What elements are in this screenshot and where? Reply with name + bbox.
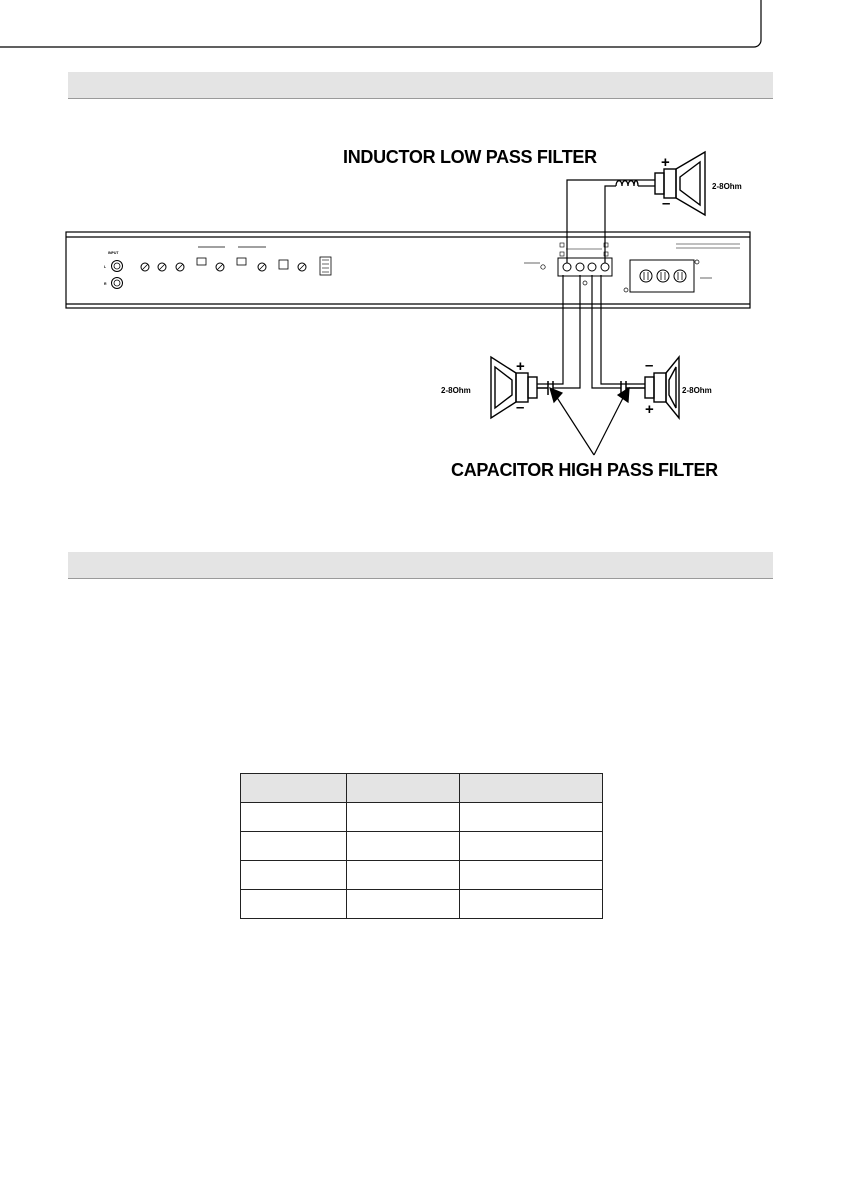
- speaker-top-plus: +: [661, 154, 670, 171]
- table-header-cell: [347, 774, 460, 803]
- table-cell: [241, 803, 347, 832]
- speaker-top-minus: –: [662, 195, 671, 212]
- table-cell: [460, 832, 603, 861]
- speaker-bottom-left-icon: [491, 357, 537, 418]
- table-cell: [460, 890, 603, 919]
- table-row: [241, 861, 603, 890]
- input-l-label: L: [104, 265, 107, 269]
- table-header-cell: [241, 774, 347, 803]
- table-row: [241, 803, 603, 832]
- table-header-row: [241, 774, 603, 803]
- table-cell: [460, 861, 603, 890]
- speaker-top-impedance: 2-8Ohm: [712, 182, 742, 191]
- table-cell: [241, 890, 347, 919]
- table-cell: [241, 861, 347, 890]
- speaker-bottom-left-impedance: 2-8Ohm: [441, 386, 471, 395]
- inductor-low-pass-filter-label: INDUCTOR LOW PASS FILTER: [343, 147, 597, 167]
- table-cell: [347, 803, 460, 832]
- inductor-coil-icon: [616, 181, 638, 186]
- input-label: INPUT: [108, 251, 119, 255]
- speaker-bottom-left-plus: +: [516, 358, 525, 375]
- section-header-bar-2: [68, 552, 773, 579]
- speaker-bottom-left-minus: –: [516, 399, 525, 416]
- speaker-bottom-right-impedance: 2-8Ohm: [682, 386, 712, 395]
- table-cell: [347, 832, 460, 861]
- table-row: [241, 890, 603, 919]
- table-row: [241, 832, 603, 861]
- specification-table: [240, 773, 603, 919]
- table-header-cell: [460, 774, 603, 803]
- table-cell: [347, 861, 460, 890]
- speaker-bottom-right-minus: –: [645, 357, 654, 374]
- wiring-diagram: [0, 0, 842, 540]
- capacitor-pointer-arrows: [550, 388, 629, 455]
- capacitor-high-pass-filter-label: CAPACITOR HIGH PASS FILTER: [451, 460, 718, 480]
- input-r-label: R: [104, 282, 107, 286]
- amplifier-panel: [66, 232, 750, 308]
- table-cell: [460, 803, 603, 832]
- table-cell: [241, 832, 347, 861]
- speaker-bottom-right-plus: +: [645, 401, 654, 418]
- table-cell: [347, 890, 460, 919]
